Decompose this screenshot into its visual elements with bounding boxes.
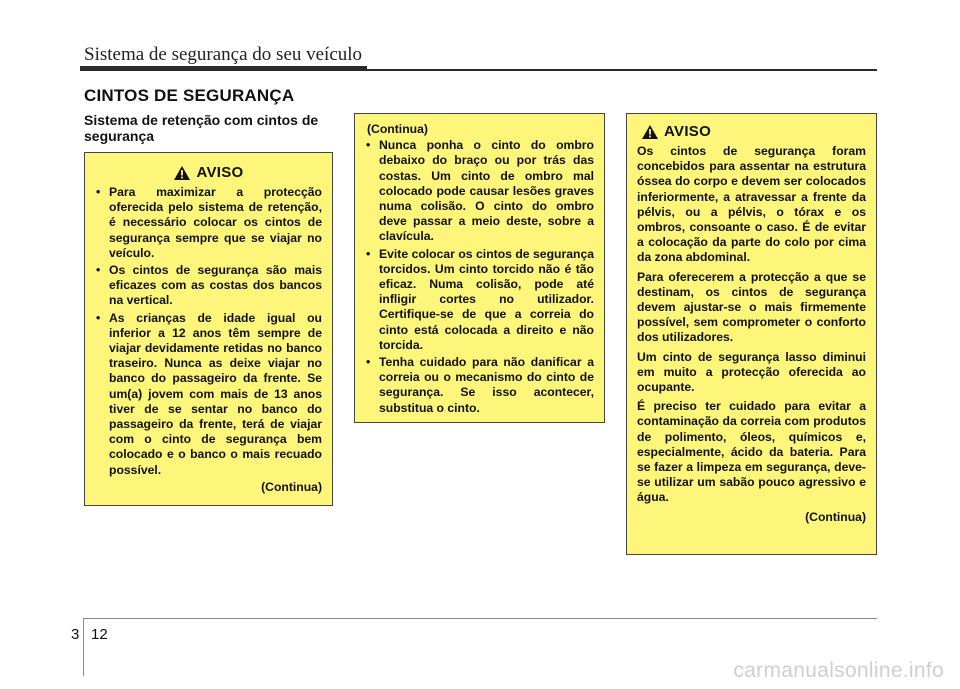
- warning-item: • As crianças de idade igual ou inferior a 12 anos têm sempre de viajar devidamente retidas no banco traseiro. Nunca as deixe viajar no banco do passageiro da frente. Se um(a) jovem com mais de 13 anos tiver de se sentar no banco do passageiro da frente, terá de viajar com o cinto de segurança bem colocado e o banco o mais recuado possível.: [95, 311, 322, 478]
- warning-list: [95, 185, 322, 478]
- warning-heading-label: AVISO: [664, 123, 712, 141]
- warning-box-1: [84, 152, 333, 506]
- warning-item: • Os cintos de segurança são mais eficazes com as costas dos bancos na vertical.: [95, 263, 322, 309]
- continued-label: (Continua): [805, 509, 866, 524]
- page-number: 12: [91, 626, 108, 643]
- warning-paragraph: Para oferecerem a protecção a que se destinam, os cintos de segurança devem ajustar-se o mais firmemente possível, sem comprometer o conforto dos utilizadores.: [637, 269, 866, 345]
- warning-list: [365, 138, 594, 416]
- header-rule-thin: [367, 69, 877, 71]
- warning-item: • Para maximizar a protecção oferecida pelo sistema de retenção, é necessário colocar os cintos de segurança sempre que se viajar no veículo.: [95, 185, 322, 261]
- warning-box-2: [354, 113, 605, 423]
- warning-paragraph: Os cintos de segurança foram concebidos para assentar na estrutura óssea do corpo e devem ser colocados inferiormente, a atravessar a frente da pélvis, ou a pélvis, o tórax e os ombros, consoante o caso. É de evitar a colocação da parte do colo por cima da zona abdominal.: [637, 144, 866, 265]
- warning-box-3: [626, 113, 877, 555]
- warning-item: • Nunca ponha o cinto do ombro debaixo do braço ou por trás das costas. Um cinto de ombro mal colocado pode causar lesões graves numa colisão. O cinto do ombro deve passar a meio deste, sobre a clavícula.: [365, 138, 594, 244]
- warning-triangle-icon: [641, 124, 659, 140]
- warning-triangle-icon: [173, 165, 191, 181]
- warning-heading: [95, 165, 322, 181]
- section-title: CINTOS DE SEGURANÇA: [84, 86, 295, 105]
- continued-label: (Continua): [367, 122, 428, 136]
- page-header-title: Sistema de segurança do seu veículo: [84, 44, 363, 65]
- continued-label: (Continua): [261, 479, 322, 494]
- chapter-number: 3: [71, 626, 80, 643]
- footer-rule: [83, 618, 877, 619]
- warning-item: • Evite colocar os cintos de segurança torcidos. Um cinto torcido não é tão eficaz. Numa colisão, pode até infligir cortes no utilizador. Certifique-se de que a correia do cinto está colocada a direito e não torcida.: [365, 247, 594, 353]
- watermark: carmanualsonline.info: [733, 659, 944, 682]
- warning-heading-label: AVISO: [196, 164, 244, 182]
- footer-divider: [83, 618, 84, 676]
- warning-paragraph: É preciso ter cuidado para evitar a contaminação da correia com produtos de polimento, óleos, químicos e, especialmente, ácido da bateria. Para se fazer a limpeza em segurança, deve-se utilizar um sabão pouco agressivo e água.: [637, 399, 866, 505]
- warning-heading: [637, 124, 866, 140]
- section-subheading: Sistema de retenção com cintos de segurança: [84, 112, 319, 144]
- warning-item: • Tenha cuidado para não danificar a correia ou o mecanismo do cinto de segurança. Se isso acontecer, substitua o cinto.: [365, 355, 594, 416]
- warning-paragraph: Um cinto de segurança lasso diminui em muito a protecção oferecida ao ocupante.: [637, 349, 866, 395]
- header-rule-thick: [80, 66, 367, 71]
